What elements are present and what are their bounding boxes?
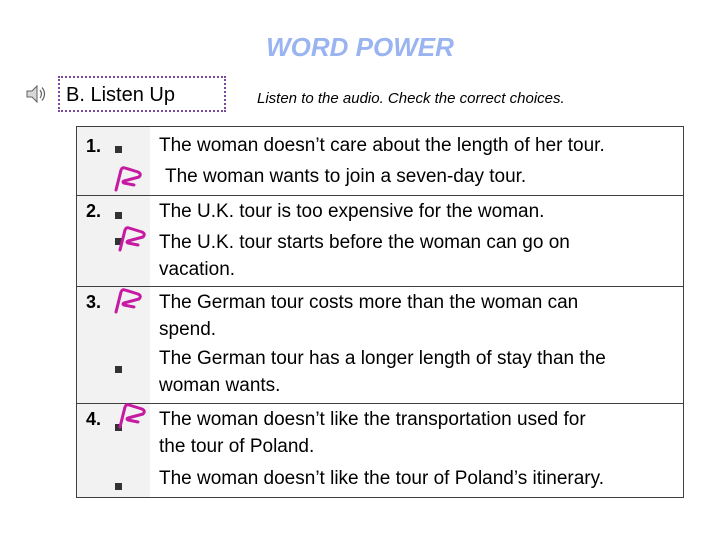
checkbox-q3-b[interactable] xyxy=(115,366,122,373)
choice-text: The woman wants to join a seven-day tour. xyxy=(165,166,527,187)
choice-text: The U.K. tour starts before the woman can go on xyxy=(159,232,570,253)
checkbox-q2-a[interactable] xyxy=(115,212,122,219)
choice-text: The U.K. tour is too expensive for the woman. xyxy=(159,201,545,222)
question-number: 3. xyxy=(86,292,102,312)
row-divider xyxy=(76,195,684,196)
choice-text: spend. xyxy=(159,319,217,340)
checkmark-icon[interactable] xyxy=(112,288,144,314)
checkmark-icon[interactable] xyxy=(116,226,148,252)
choice-text: The German tour costs more than the woman can xyxy=(159,292,579,313)
checkmark-icon[interactable] xyxy=(112,166,144,192)
choice-text: The woman doesn’t like the transportation used for xyxy=(159,409,586,430)
choice-text: woman wants. xyxy=(159,375,281,396)
choice-text: the tour of Poland. xyxy=(159,436,315,457)
row-divider xyxy=(76,403,684,404)
choice-text: The woman doesn’t care about the length of her tour. xyxy=(159,135,605,156)
checkmark-icon[interactable] xyxy=(116,403,148,429)
choice-text: The woman doesn’t like the tour of Poland’s itinerary. xyxy=(159,468,604,489)
speaker-icon[interactable] xyxy=(24,82,48,106)
instruction-text: Listen to the audio. Check the correct choices. xyxy=(257,90,565,107)
checkbox-q1-a[interactable] xyxy=(115,146,122,153)
choice-text: vacation. xyxy=(159,259,236,280)
question-number: 1. xyxy=(86,136,102,156)
section-label: B. Listen Up xyxy=(66,84,175,106)
question-number: 2. xyxy=(86,201,102,221)
choice-text: The German tour has a longer length of stay than the xyxy=(159,348,606,369)
checkbox-q4-b[interactable] xyxy=(115,483,122,490)
page-title: WORD POWER xyxy=(266,32,454,62)
row-divider xyxy=(76,286,684,287)
question-number: 4. xyxy=(86,409,102,429)
